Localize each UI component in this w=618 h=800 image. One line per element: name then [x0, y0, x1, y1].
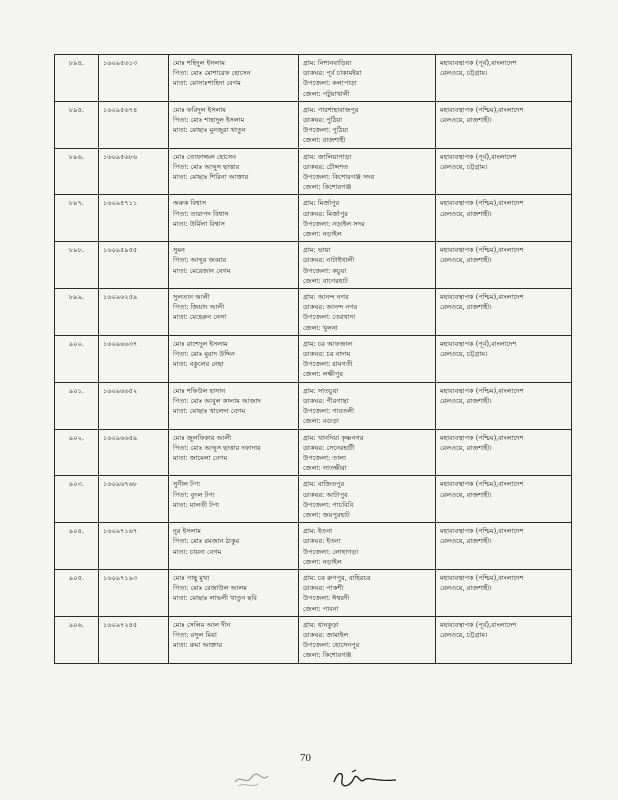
address-upazila: উপজেলা: কলাপাড়া: [303, 79, 357, 88]
address-cell: [299, 335, 436, 382]
roll-cell: [99, 616, 169, 663]
office-cell: [436, 429, 572, 476]
address-village: গ্রাম: ভায়া: [303, 246, 331, 255]
table-row: [55, 616, 572, 663]
father-name: পিতা: মোঃ শাহাদুল ইসলাম: [173, 116, 245, 125]
roll-number: ১৬০৯৬৬৩৭: [103, 339, 138, 348]
serial-cell: [55, 523, 99, 570]
address-village: গ্রাম: বাজিতপুর: [303, 480, 345, 489]
serial-cell: [55, 242, 99, 289]
roll-number: ১৬০৯৭২৪৫: [103, 620, 138, 629]
serial-number: ৮৯৬.: [69, 152, 84, 161]
address-district: জেলা: রাজশাহী: [303, 136, 346, 145]
candidate-name: মোঃ তোফাজ্জল হোসেন: [173, 152, 237, 161]
address-village: গ্রাম: চর আফজাল: [303, 339, 353, 348]
name-cell: [169, 616, 299, 663]
serial-cell: [55, 476, 99, 523]
name-cell: [169, 289, 299, 336]
serial-cell: [55, 101, 99, 148]
page-number: 70: [300, 752, 311, 764]
father-name: পিতা: মোঃ আব্দুস ছাত্তার দফাদার: [173, 443, 261, 452]
serial-cell: [55, 382, 99, 429]
roll-number: ১৬০৯৭১৬৭: [103, 527, 138, 536]
mother-name: মাতা: মেহেরুন নেসা: [173, 313, 227, 322]
address-upazila: উপজেলা: ঈশ্বরদী: [303, 594, 350, 603]
roll-cell: [99, 476, 169, 523]
office-line-1: মহাব্যবস্থাপক (পূর্ব),বাংলাদেশ: [440, 620, 517, 629]
father-name: পিতা: মোঃ আবুল কালাম আজাদ: [173, 396, 261, 405]
signature-icon: [330, 766, 402, 792]
roll-number: ১৬০৯৫৬৭৪: [103, 105, 138, 114]
serial-number: ৮৯৫.: [69, 105, 84, 114]
address-post-office: ডাকঘর: চৌদ্দশত: [303, 162, 349, 171]
office-line-2: রেলওয়ে, চট্টগ্রাম।: [440, 350, 488, 359]
mother-name: মাতা: রুমা আক্তার: [173, 641, 223, 650]
roll-cell: [99, 55, 169, 102]
office-line-2: রেলওয়ে, রাজশাহী।: [440, 303, 492, 312]
address-village: গ্রাম: জালিয়াপাড়া: [303, 152, 352, 161]
table-row: [55, 289, 572, 336]
address-village: গ্রাম: মির্জাপুর: [303, 199, 340, 208]
office-line-2: রেলওয়ে, চট্টগ্রাম।: [440, 162, 488, 171]
serial-number: ৮৯৪.: [69, 59, 84, 67]
name-cell: [169, 55, 299, 102]
roll-cell: [99, 195, 169, 242]
office-line-2: রেলওয়ে, রাজশাহী।: [440, 443, 492, 452]
roll-number: ১৬০৯৭১৯৩: [103, 573, 138, 582]
serial-cell: [55, 616, 99, 663]
serial-number: ৮৯৯.: [69, 293, 84, 302]
father-name: পিতা: বুদল টপ্য: [173, 490, 215, 499]
mother-name: মাতা: মোছাঃ মুনজুরা খাতুন: [173, 126, 246, 135]
office-line-1: মহাব্যবস্থাপক (পশ্চিম),বাংলাদেশ: [440, 105, 524, 114]
address-district: জেলা: বাগেরহাট: [303, 276, 348, 285]
table-row: [55, 55, 572, 102]
office-line-1: মহাব্যবস্থাপক (পশ্চিম),বাংলাদেশ: [440, 527, 524, 536]
name-cell: [169, 523, 299, 570]
father-name: পিতা: মোঃ আব্দুস ছাত্তার: [173, 162, 240, 171]
roll-number: ১৬০৯৬৭৬৮: [103, 480, 138, 489]
address-upazila: উপজেলা: গাবতলী: [303, 407, 354, 416]
roll-cell: [99, 569, 169, 616]
address-cell: [299, 523, 436, 570]
candidate-name: মোঃ শহিদুল ইসলাম: [173, 59, 225, 67]
roll-cell: [99, 289, 169, 336]
father-name: পিতা: মোঃ মুরাদ উদ্দিন: [173, 350, 235, 359]
candidate-name: মোঃ জুলফিকার আলী: [173, 433, 232, 442]
address-upazila: উপজেলা: পুঠিয়া: [303, 126, 348, 135]
roll-number: ১৬০৯৫৬১৩: [103, 59, 138, 67]
office-line-1: মহাব্যবস্থাপক (পূর্ব),বাংলাদেশ: [440, 59, 517, 67]
address-post-office: ডাকঘর: পাকশী: [303, 584, 344, 593]
address-post-office: ডাকঘর: জামাইল: [303, 630, 349, 639]
table-row: [55, 569, 572, 616]
roll-cell: [99, 148, 169, 195]
address-post-office: ডাকঘর: পূর্ব চাকামইয়া: [303, 69, 362, 78]
roll-cell: [99, 523, 169, 570]
stamp-mark-icon: [232, 768, 272, 790]
candidate-name: মোঃ শফিউল হাসান: [173, 386, 226, 395]
address-district: জেলা: নড়াইল: [303, 230, 342, 239]
office-cell: [436, 55, 572, 102]
mother-name: মাতা: মেরেজান বেগম: [173, 266, 231, 275]
office-line-1: মহাব্যবস্থাপক (পশ্চিম),বাংলাদেশ: [440, 386, 524, 395]
table-row: [55, 476, 572, 523]
table-row: [55, 382, 572, 429]
office-cell: [436, 289, 572, 336]
candidate-name: মোঃ রাশেদুল ইসলাম: [173, 339, 228, 348]
table-row: [55, 148, 572, 195]
serial-number: ৯০৫.: [69, 573, 84, 582]
father-name: পিতা: রসুল মিয়া: [173, 630, 217, 639]
serial-number: ৮৯৮.: [69, 246, 84, 255]
address-upazila: উপজেলা: তেরখাদা: [303, 313, 356, 322]
office-line-2: রেলওয়ে, চট্টগ্রাম।: [440, 69, 488, 78]
office-line-1: মহাব্যবস্থাপক (পশ্চিম),বাংলাদেশ: [440, 480, 524, 489]
office-line-1: মহাব্যবস্থাপক (পশ্চিম),বাংলাদেশ: [440, 246, 524, 255]
address-upazila: উপজেলা: কচুয়া: [303, 266, 347, 275]
office-line-1: মহাব্যবস্থাপক (পূর্ব),বাংলাদেশ: [440, 152, 517, 161]
office-cell: [436, 523, 572, 570]
roll-cell: [99, 335, 169, 382]
address-post-office: ডাকঘর: সেনেরহাটী: [303, 443, 355, 452]
serial-number: ৯০৪.: [69, 527, 84, 536]
address-upazila: উপজেলা: নড়াইল সদর: [303, 219, 365, 228]
table-row: [55, 429, 572, 476]
office-line-2: রেলওয়ে, রাজশাহী।: [440, 116, 492, 125]
name-cell: [169, 195, 299, 242]
office-cell: [436, 335, 572, 382]
father-name: পিতা: মোঃ মোশারেফ হোসেন: [173, 69, 251, 78]
office-line-2: রেলওয়ে, রাজশাহী।: [440, 490, 492, 499]
serial-number: ৮৯৭.: [69, 199, 84, 208]
mother-name: মাতা: উর্মিলা বিশ্বাস: [173, 219, 225, 228]
office-line-1: মহাব্যবস্থাপক (পশ্চিম),বাংলাদেশ: [440, 199, 524, 208]
address-district: জেলা: খুলনা: [303, 323, 338, 332]
name-cell: [169, 242, 299, 289]
serial-number: ৯০৬.: [69, 620, 84, 629]
address-post-office: ডাকঘর: আনন্দ নগর: [303, 303, 358, 312]
office-cell: [436, 382, 572, 429]
office-cell: [436, 242, 572, 289]
address-cell: [299, 616, 436, 663]
mother-name: মাতা: জামেলা বেগম: [173, 453, 228, 462]
address-cell: [299, 382, 436, 429]
address-district: জেলা: পটুয়াখালী: [303, 89, 350, 98]
office-line-2: রেলওয়ে, রাজশাহী।: [440, 537, 492, 546]
address-cell: [299, 101, 436, 148]
office-cell: [436, 476, 572, 523]
mother-name: মাতা: চায়না বেগম: [173, 547, 222, 556]
candidate-table: [54, 54, 572, 664]
name-cell: [169, 382, 299, 429]
father-name: পিতা: আব্দুর জব্বার: [173, 256, 227, 265]
roll-number: ১৬০৯৫৬৮৬: [103, 152, 138, 161]
candidate-name: মোঃ সেলিম আল দীন: [173, 620, 231, 629]
name-cell: [169, 429, 299, 476]
roll-number: ১৬০৯৬২৫৯: [103, 293, 138, 302]
address-cell: [299, 429, 436, 476]
address-district: জেলা: পাবনা: [303, 604, 339, 613]
office-line-2: রেলওয়ে, রাজশাহী।: [440, 256, 492, 265]
candidate-name: সুনীল টপ্য: [173, 480, 201, 489]
address-upazila: উপজেলা: কিশোরগঞ্জ সদর: [303, 173, 375, 182]
office-line-1: মহাব্যবস্থাপক (পূর্ব),বাংলাদেশ: [440, 339, 517, 348]
roll-number: ১৬০৯৫৭১১: [103, 199, 138, 208]
office-cell: [436, 569, 572, 616]
serial-cell: [55, 148, 99, 195]
address-district: জেলা: সাতক্ষীরা: [303, 464, 347, 473]
mother-name: মাতা: মোছাঃ লাভলী খাতুন ছবি: [173, 594, 257, 603]
address-village: গ্রাম: চর রুপপুর, বাহিরচর: [303, 573, 371, 582]
serial-cell: [55, 195, 99, 242]
address-post-office: ডাকঘর: পীরগাছা: [303, 396, 349, 405]
address-post-office: ডাকঘর: পুঠিয়া: [303, 116, 343, 125]
address-district: জেলা: কিশোরগঞ্জ: [303, 651, 352, 660]
candidate-name: মোঃ পান্থু মুখা: [173, 573, 210, 582]
father-name: পিতা: মোঃ রেজাউল আলম: [173, 584, 247, 593]
roll-cell: [99, 242, 169, 289]
address-upazila: উপজেলা: লোহাগড়া: [303, 547, 359, 556]
address-village: গ্রাম: ইতনা: [303, 527, 333, 536]
address-upazila: উপজেলা: রামগতী: [303, 360, 353, 369]
roll-cell: [99, 382, 169, 429]
serial-cell: [55, 569, 99, 616]
table-row: [55, 195, 572, 242]
candidate-name: সুমন: [173, 246, 185, 255]
address-village: গ্রাম: খানদিয়া কৃষ্ণনগর: [303, 433, 364, 442]
office-line-1: মহাব্যবস্থাপক (পশ্চিম),বাংলাদেশ: [440, 573, 524, 582]
address-cell: [299, 289, 436, 336]
address-post-office: ডাকঘর: মির্জাপুর: [303, 209, 348, 218]
office-line-2: রেলওয়ে, রাজশাহী।: [440, 396, 492, 405]
serial-number: ৯০৩.: [69, 480, 84, 489]
address-district: জেলা: লক্ষীপুর: [303, 370, 343, 379]
office-cell: [436, 616, 572, 663]
address-district: জেলা: জয়পুরহাট: [303, 510, 350, 519]
serial-number: ৯০০.: [69, 339, 84, 348]
table-row: [55, 242, 572, 289]
address-cell: [299, 242, 436, 289]
name-cell: [169, 335, 299, 382]
address-cell: [299, 148, 436, 195]
candidate-table-body: [55, 55, 572, 664]
name-cell: [169, 476, 299, 523]
office-line-1: মহাব্যবস্থাপক (পশ্চিম),বাংলাদেশ: [440, 433, 524, 442]
address-cell: [299, 195, 436, 242]
mother-name: মাতা: মোছাঃ খালেদা বেগম: [173, 407, 246, 416]
father-name: পিতা: মোঃ রমজান ঠাকুর: [173, 537, 240, 546]
address-district: জেলা: নড়াইল: [303, 557, 342, 566]
candidate-name: মোঃ ফরিদুল ইসলাম: [173, 105, 226, 114]
serial-cell: [55, 429, 99, 476]
serial-cell: [55, 335, 99, 382]
address-village: গ্রাম: ধানকুড়া: [303, 620, 339, 629]
office-line-1: মহাব্যবস্থাপক (পশ্চিম),বাংলাদেশ: [440, 293, 524, 302]
document-page: [54, 54, 571, 664]
candidate-name: অরুক বিশ্বাস: [173, 199, 207, 208]
candidate-name: নুর ইসলাম: [173, 527, 201, 536]
office-line-2: রেলওয়ে, রাজশাহী।: [440, 209, 492, 218]
roll-number: ১৬০৯৬৬৫৯: [103, 433, 138, 442]
address-district: জেলা: কিশোরগঞ্জ: [303, 183, 352, 192]
serial-number: ৯০১.: [69, 386, 84, 395]
address-post-office: ডাকঘর: ইতনা: [303, 537, 341, 546]
office-line-2: রেলওয়ে, রাজশাহী।: [440, 584, 492, 593]
roll-cell: [99, 101, 169, 148]
serial-number: ৯০২.: [69, 433, 84, 442]
mother-name: মাতা: মালতী টপ্য: [173, 500, 220, 509]
address-cell: [299, 476, 436, 523]
address-cell: [299, 55, 436, 102]
office-cell: [436, 101, 572, 148]
address-post-office: ডাকঘর: চর বাদাম: [303, 350, 351, 359]
table-row: [55, 335, 572, 382]
address-upazila: উপজেলা: পাচবিবি: [303, 500, 354, 509]
address-district: জেলা: বগুড়া: [303, 417, 339, 426]
father-name: পিতা: তারাপদ বিশ্বাস: [173, 209, 229, 218]
roll-number: ১৬০৯৬৬৫২: [103, 386, 138, 395]
roll-number: ১৬০৯৫৯৫৫: [103, 246, 138, 255]
address-upazila: উপজেলা: তালা: [303, 453, 346, 462]
address-village: গ্রাম: পারশাহাবাজপুর: [303, 105, 359, 114]
address-post-office: ডাকঘর: নাটাইখালী: [303, 256, 355, 265]
address-village: গ্রাম: আনন্দ নগর: [303, 293, 349, 302]
name-cell: [169, 569, 299, 616]
table-row: [55, 523, 572, 570]
name-cell: [169, 101, 299, 148]
office-cell: [436, 148, 572, 195]
mother-name: মাতা: মোছাঃ শিরিনা আক্তার: [173, 173, 249, 182]
roll-cell: [99, 429, 169, 476]
mother-name: মাতা: মোসাঃশাহিদা বেগম: [173, 79, 241, 88]
father-name: পিতা: জিয়াদ আলী: [173, 303, 225, 312]
office-line-2: রেলওয়ে, চট্টগ্রাম।: [440, 630, 488, 639]
address-village: গ্রাম: সাতচুয়া: [303, 386, 339, 395]
name-cell: [169, 148, 299, 195]
table-row: [55, 101, 572, 148]
serial-cell: [55, 55, 99, 102]
address-cell: [299, 569, 436, 616]
candidate-name: সুলতান আলী: [173, 293, 210, 302]
mother-name: মাতা: বকুলের নেছা: [173, 360, 224, 369]
office-cell: [436, 195, 572, 242]
serial-cell: [55, 289, 99, 336]
address-upazila: উপজেলা: হোসেনপুর: [303, 641, 360, 650]
address-village: গ্রাম: নিশানবাড়িয়া: [303, 59, 352, 67]
address-post-office: ডাকঘর: আটাপুর: [303, 490, 348, 499]
